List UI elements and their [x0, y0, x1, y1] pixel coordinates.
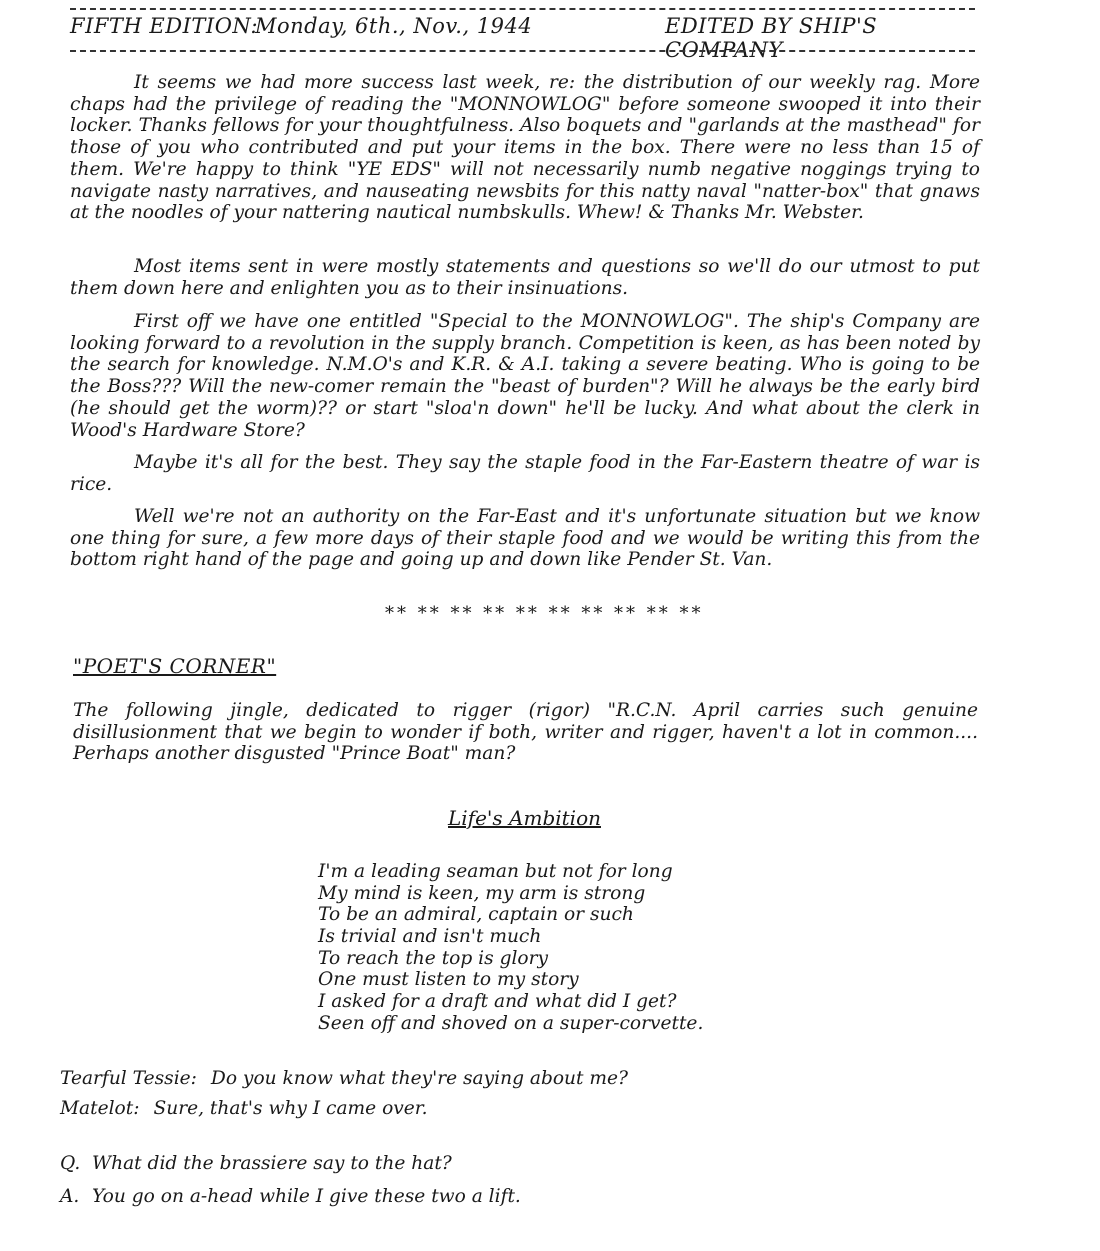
- question-label: Q.: [60, 1153, 81, 1174]
- edition-label: FIFTH EDITION:: [70, 14, 259, 38]
- top-dashed-rule: [70, 8, 975, 10]
- answer-label: A.: [60, 1186, 80, 1207]
- dialog-text: Do you know what they're saying about me?: [210, 1068, 629, 1089]
- paragraph-staple-food: Well we're not an authority on the Far-East and it's unfortunate situation but we know one thing for sure, a few more days of their staple food and we would be writing this from the bottom right hand of the page and going up and down like Pender St. Van.: [70, 506, 980, 571]
- answer-text: You go on a-head while I give these two a lift.: [92, 1186, 521, 1207]
- masthead: [70, 14, 975, 62]
- editor-credit: EDITED BY SHIP'S COMPANY: [665, 14, 878, 62]
- poets-corner-title: "POET'S CORNER": [73, 654, 277, 678]
- bottom-dashed-rule: [70, 50, 975, 52]
- dialog-speaker: Tearful Tessie:: [60, 1068, 197, 1089]
- poem-line: My mind is keen, my arm is strong: [318, 882, 646, 904]
- paragraph-items: Most items sent in were mostly statements and questions so we'll do our utmost to put them down here and enlighten you as to their insinuations.: [70, 256, 980, 299]
- poem-line: Seen off and shoved on a super-corvette.: [318, 1012, 704, 1034]
- poem-line: Is trivial and isn't much: [318, 926, 542, 948]
- joke-question: [60, 1153, 452, 1174]
- poem: [318, 861, 878, 1035]
- poem-line: To be an admiral, captain or such: [318, 904, 634, 926]
- dialog-text: Sure, that's why I came over.: [153, 1098, 428, 1119]
- section-separator: ** ** ** ** ** ** ** ** ** **: [385, 603, 704, 624]
- poem-line: I'm a leading seaman but not for long: [318, 861, 673, 882]
- dialog-speaker: Matelot:: [60, 1098, 140, 1119]
- paragraph-intro: It seems we had more success last week, re: the distribution of our weekly rag. More chaps had the privilege of reading the "MONNOWLOG" before someone swooped it into their locker. Thanks fellows for your thoughtfulness. Also boquets and "garlands at the masthead" for those of you who contributed and put your items in the box. There were no less than 15 of them. We're happy to think "YE EDS" will not necessarily numb negative noggings trying to navigate nasty narratives, and nauseating newsbits for this natty naval "natter-box" that gnaws at the noodles of your nattering nautical numbskulls. Whew! & Thanks Mr. Webster.: [70, 72, 980, 224]
- paragraph-far-east: Maybe it's all for the best. They say the staple food in the Far-Eastern theatre of war is rice.: [70, 452, 980, 495]
- joke-answer: [60, 1186, 521, 1207]
- issue-date: Monday, 6th., Nov., 1944: [255, 14, 533, 38]
- poets-corner-intro: The following jingle, dedicated to rigger (rigor) "R.C.N. April carries such genuine disillusionment that we begin to wonder if both, writer and rigger, haven't a lot in common.... Perhaps another disgusted "Prince Boat" man?: [73, 700, 978, 765]
- poem-line: I asked for a draft and what did I get?: [318, 991, 677, 1013]
- paragraph-special: First off we have one entitled "Special to the MONNOWLOG". The ship's Company are looking forward to a revolution in the supply branch. Competition is keen, as has been noted by the search for knowledge. N.M.O's and K.R. & A.I. taking a severe beating. Who is going to be the Boss??? Will the new-comer remain the "beast of burden"? Will he always be the early bird (he should get the worm)?? or start "sloa'n down" he'll be lucky. And what about the clerk in Wood's Hardware Store?: [70, 311, 980, 441]
- poem-title: Life's Ambition: [448, 806, 601, 830]
- poem-line: One must listen to my story: [318, 969, 579, 991]
- question-text: What did the brassiere say to the hat?: [92, 1153, 452, 1174]
- joke-dialog-line: [60, 1068, 628, 1089]
- poem-line: To reach the top is glory: [318, 947, 549, 969]
- joke-dialog-line: [60, 1098, 428, 1119]
